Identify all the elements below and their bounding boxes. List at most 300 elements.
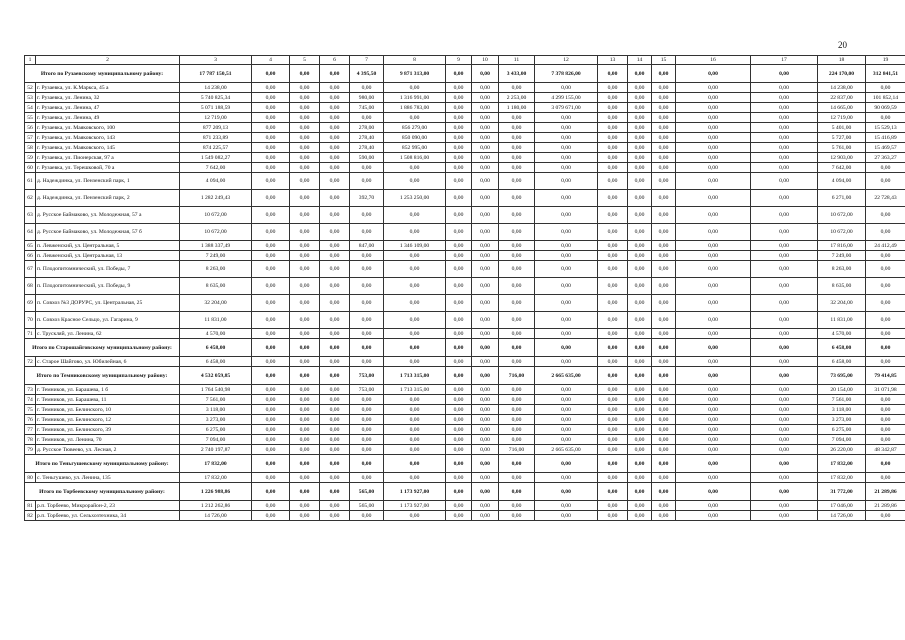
value-cell: 1 886 783,00 [384, 103, 446, 113]
value-cell: 0,00 [320, 113, 350, 123]
value-cell: 1 713 315,00 [384, 385, 446, 395]
value-cell: 0,00 [751, 295, 818, 312]
value-cell: 0,00 [384, 455, 446, 473]
value-cell: 0,00 [320, 367, 350, 385]
value-cell: 0,00 [499, 190, 535, 207]
value-cell: 0,00 [320, 65, 350, 83]
value-cell: 0,00 [676, 483, 751, 501]
value-cell: 0,00 [499, 261, 535, 278]
value-cell: 17 787 150,51 [180, 65, 252, 83]
address-cell: п. Плодопитомнический, ул. Победы, 7 [36, 261, 180, 278]
value-cell: 0,00 [652, 207, 676, 224]
value-cell: 0,00 [535, 278, 598, 295]
value-cell: 278,40 [350, 143, 384, 153]
value-cell: 0,00 [751, 123, 818, 133]
value-cell: 0,00 [446, 295, 472, 312]
value-cell: 0,00 [320, 207, 350, 224]
value-cell: 5 401,00 [818, 123, 866, 133]
value-cell: 0,00 [499, 425, 535, 435]
table-row [25, 473, 905, 483]
value-cell: 0,00 [598, 367, 628, 385]
row-number: 75 [25, 405, 36, 415]
value-cell: 0,00 [290, 278, 320, 295]
value-cell: 0,00 [252, 153, 290, 163]
value-cell: 0,00 [499, 329, 535, 339]
address-cell: г. Рузаевка, ул. Ленина, 32 [36, 93, 180, 103]
value-cell: 6 271,00 [818, 190, 866, 207]
value-cell: 0,00 [446, 65, 472, 83]
value-cell: 877 209,13 [180, 123, 252, 133]
value-cell: 0,00 [676, 511, 751, 521]
value-cell: 0,00 [446, 163, 472, 173]
value-cell: 0,00 [384, 113, 446, 123]
value-cell: 0,00 [628, 329, 652, 339]
table-row [25, 143, 905, 153]
address-cell: г. Рузаевка, ул. Ленина, 49 [36, 113, 180, 123]
value-cell: 2 740 197,87 [180, 445, 252, 455]
value-cell: 0,00 [290, 190, 320, 207]
column-header: 3 [180, 56, 252, 65]
value-cell: 0,00 [676, 173, 751, 190]
value-cell: 0,00 [472, 483, 499, 501]
value-cell: 0,00 [472, 501, 499, 511]
value-cell: 1 226 988,86 [180, 483, 252, 501]
value-cell: 0,00 [499, 83, 535, 93]
value-cell: 0,00 [320, 261, 350, 278]
value-cell: 0,00 [628, 207, 652, 224]
value-cell: 15 416,89 [866, 133, 905, 143]
row-number: 66 [25, 251, 36, 261]
value-cell: 0,00 [252, 83, 290, 93]
value-cell: 0,00 [535, 357, 598, 367]
value-cell: 0,00 [290, 261, 320, 278]
value-cell: 0,00 [499, 339, 535, 357]
value-cell: 5 761,00 [818, 143, 866, 153]
value-cell: 0,00 [290, 163, 320, 173]
table-row [25, 385, 905, 395]
value-cell: 0,00 [652, 329, 676, 339]
value-cell: 850 090,00 [384, 133, 446, 143]
value-cell: 0,00 [252, 357, 290, 367]
column-header: 16 [676, 56, 751, 65]
value-cell: 0,00 [751, 473, 818, 483]
value-cell: 0,00 [676, 295, 751, 312]
value-cell: 0,00 [472, 425, 499, 435]
column-header: 12 [535, 56, 598, 65]
value-cell: 0,00 [598, 511, 628, 521]
column-header: 11 [499, 56, 535, 65]
value-cell: 0,00 [446, 339, 472, 357]
value-cell: 0,00 [652, 173, 676, 190]
value-cell: 0,00 [446, 143, 472, 153]
value-cell: 0,00 [535, 207, 598, 224]
column-header: 5 [290, 56, 320, 65]
value-cell: 0,00 [320, 511, 350, 521]
value-cell: 0,00 [751, 153, 818, 163]
value-cell: 0,00 [446, 251, 472, 261]
value-cell: 852 995,00 [384, 143, 446, 153]
value-cell: 0,00 [350, 405, 384, 415]
value-cell: 0,00 [866, 295, 905, 312]
value-cell: 0,00 [598, 261, 628, 278]
value-cell: 0,00 [535, 435, 598, 445]
value-cell: 0,00 [628, 367, 652, 385]
row-number: 67 [25, 261, 36, 278]
value-cell: 4 094,00 [180, 173, 252, 190]
value-cell: 0,00 [350, 339, 384, 357]
value-cell: 0,00 [751, 483, 818, 501]
value-cell: 0,00 [535, 405, 598, 415]
value-cell: 0,00 [535, 83, 598, 93]
value-cell: 5 740 825,34 [180, 93, 252, 103]
value-cell: 0,00 [628, 153, 652, 163]
value-cell: 0,00 [290, 395, 320, 405]
value-cell: 0,00 [350, 224, 384, 241]
value-cell: 0,00 [446, 395, 472, 405]
value-cell: 5 071 188,59 [180, 103, 252, 113]
value-cell: 0,00 [628, 224, 652, 241]
value-cell: 2 665 635,00 [535, 367, 598, 385]
value-cell: 0,00 [652, 455, 676, 473]
value-cell: 0,00 [472, 190, 499, 207]
value-cell: 0,00 [499, 251, 535, 261]
value-cell: 0,00 [472, 113, 499, 123]
value-cell: 0,00 [598, 103, 628, 113]
value-cell: 0,00 [252, 261, 290, 278]
table-row [25, 113, 905, 123]
value-cell: 0,00 [866, 511, 905, 521]
value-cell: 0,00 [252, 425, 290, 435]
value-cell: 392,70 [350, 190, 384, 207]
value-cell: 0,00 [290, 123, 320, 133]
value-cell: 0,00 [751, 357, 818, 367]
value-cell: 0,00 [252, 278, 290, 295]
table-row [25, 415, 905, 425]
value-cell: 0,00 [652, 405, 676, 415]
value-cell: 0,00 [652, 415, 676, 425]
value-cell: 0,00 [384, 511, 446, 521]
value-cell: 0,00 [472, 405, 499, 415]
value-cell: 0,00 [290, 473, 320, 483]
value-cell: 565,00 [350, 501, 384, 511]
value-cell: 0,00 [446, 435, 472, 445]
value-cell: 0,00 [252, 224, 290, 241]
value-cell: 0,00 [535, 483, 598, 501]
value-cell: 0,00 [320, 93, 350, 103]
value-cell: 753,00 [350, 385, 384, 395]
value-cell: 0,00 [350, 415, 384, 425]
value-cell: 11 831,00 [180, 312, 252, 329]
value-cell: 0,00 [499, 123, 535, 133]
value-cell: 0,00 [535, 190, 598, 207]
table-row [25, 163, 905, 173]
value-cell: 0,00 [290, 133, 320, 143]
value-cell: 0,00 [676, 367, 751, 385]
row-number: 68 [25, 278, 36, 295]
value-cell: 3 273,00 [818, 415, 866, 425]
address-cell: п. Совхоз Красное Сельцо, ул. Гагарина, 9 [36, 312, 180, 329]
value-cell: 0,00 [499, 385, 535, 395]
value-cell: 0,00 [472, 415, 499, 425]
district-total-row [25, 367, 905, 385]
value-cell: 14 238,00 [818, 83, 866, 93]
value-cell: 0,00 [628, 93, 652, 103]
column-header: 17 [751, 56, 818, 65]
value-cell: 0,00 [446, 312, 472, 329]
value-cell: 1 713 315,00 [384, 367, 446, 385]
value-cell: 0,00 [652, 241, 676, 251]
value-cell: 0,00 [628, 241, 652, 251]
value-cell: 0,00 [472, 103, 499, 113]
value-cell: 0,00 [628, 65, 652, 83]
value-cell: 73 695,00 [818, 367, 866, 385]
value-cell: 0,00 [751, 93, 818, 103]
value-cell: 0,00 [350, 329, 384, 339]
value-cell: 0,00 [676, 224, 751, 241]
value-cell: 0,00 [499, 113, 535, 123]
value-cell: 0,00 [652, 261, 676, 278]
value-cell: 0,00 [446, 501, 472, 511]
value-cell: 0,00 [290, 224, 320, 241]
value-cell: 0,00 [676, 445, 751, 455]
value-cell: 0,00 [472, 143, 499, 153]
row-number: 58 [25, 143, 36, 153]
value-cell: 20 154,00 [818, 385, 866, 395]
table-row [25, 405, 905, 415]
address-cell: п. Совхоз №3 ДОРУРС, ул. Центральная, 25 [36, 295, 180, 312]
value-cell: 0,00 [472, 278, 499, 295]
value-cell: 15 529,13 [866, 123, 905, 133]
value-cell: 0,00 [499, 483, 535, 501]
value-cell: 0,00 [598, 455, 628, 473]
value-cell: 0,00 [751, 445, 818, 455]
value-cell: 6 458,00 [818, 339, 866, 357]
value-cell: 0,00 [472, 395, 499, 405]
value-cell: 0,00 [866, 278, 905, 295]
district-total-row [25, 65, 905, 83]
value-cell: 0,00 [446, 455, 472, 473]
value-cell: 0,00 [598, 445, 628, 455]
value-cell: 0,00 [751, 455, 818, 473]
row-number: 59 [25, 153, 36, 163]
value-cell: 312 841,51 [866, 65, 905, 83]
value-cell: 0,00 [384, 173, 446, 190]
value-cell: 0,00 [290, 339, 320, 357]
value-cell: 0,00 [472, 251, 499, 261]
value-cell: 0,00 [472, 339, 499, 357]
value-cell: 0,00 [320, 133, 350, 143]
value-cell: 0,00 [446, 357, 472, 367]
value-cell: 0,00 [652, 224, 676, 241]
value-cell: 8 263,00 [818, 261, 866, 278]
value-cell: 0,00 [350, 455, 384, 473]
value-cell: 0,00 [652, 83, 676, 93]
value-cell: 0,00 [290, 511, 320, 521]
value-cell: 11 831,00 [818, 312, 866, 329]
value-cell: 0,00 [290, 83, 320, 93]
value-cell: 0,00 [751, 83, 818, 93]
table-row [25, 133, 905, 143]
address-cell: г. Рузаевка, ул. Пионерская, 97 а [36, 153, 180, 163]
table-row [25, 501, 905, 511]
value-cell: 0,00 [676, 339, 751, 357]
value-cell: 0,00 [252, 103, 290, 113]
value-cell: 4 299 155,00 [535, 93, 598, 103]
value-cell: 0,00 [384, 425, 446, 435]
value-cell: 0,00 [535, 511, 598, 521]
value-cell: 565,00 [350, 483, 384, 501]
value-cell: 24 412,49 [866, 241, 905, 251]
value-cell: 0,00 [628, 501, 652, 511]
value-cell: 0,00 [320, 241, 350, 251]
table-row [25, 83, 905, 93]
value-cell: 0,00 [252, 251, 290, 261]
value-cell: 0,00 [598, 207, 628, 224]
value-cell: 0,00 [535, 261, 598, 278]
value-cell: 0,00 [598, 224, 628, 241]
value-cell: 0,00 [598, 405, 628, 415]
value-cell: 0,00 [446, 329, 472, 339]
value-cell: 0,00 [652, 425, 676, 435]
value-cell: 90 069,59 [866, 103, 905, 113]
value-cell: 0,00 [628, 357, 652, 367]
value-cell: 0,00 [472, 473, 499, 483]
address-cell: г. Рузаевка, ул. К.Маркса, 45 а [36, 83, 180, 93]
value-cell: 0,00 [676, 113, 751, 123]
value-cell: 0,00 [751, 113, 818, 123]
value-cell: 0,00 [252, 312, 290, 329]
value-cell: 0,00 [652, 445, 676, 455]
value-cell: 0,00 [598, 395, 628, 405]
value-cell: 0,00 [676, 83, 751, 93]
value-cell: 0,00 [535, 133, 598, 143]
value-cell: 0,00 [676, 473, 751, 483]
value-cell: 0,00 [252, 295, 290, 312]
value-cell: 0,00 [652, 153, 676, 163]
value-cell: 0,00 [598, 415, 628, 425]
value-cell: 0,00 [535, 425, 598, 435]
value-cell: 0,00 [350, 173, 384, 190]
row-number: 79 [25, 445, 36, 455]
value-cell: 0,00 [535, 385, 598, 395]
value-cell: 0,00 [751, 415, 818, 425]
value-cell: 22 837,00 [818, 93, 866, 103]
value-cell: 0,00 [320, 295, 350, 312]
value-cell: 0,00 [350, 357, 384, 367]
row-number: 78 [25, 435, 36, 445]
row-number: 77 [25, 425, 36, 435]
value-cell: 0,00 [252, 455, 290, 473]
value-cell: 0,00 [751, 405, 818, 415]
table-row [25, 251, 905, 261]
value-cell: 224 170,00 [818, 65, 866, 83]
column-header: 1 [25, 56, 36, 65]
value-cell: 0,00 [628, 405, 652, 415]
value-cell: 0,00 [446, 190, 472, 207]
value-cell: 0,00 [446, 133, 472, 143]
value-cell: 0,00 [866, 251, 905, 261]
value-cell: 0,00 [628, 339, 652, 357]
table-row [25, 278, 905, 295]
value-cell: 0,00 [535, 143, 598, 153]
value-cell: 0,00 [535, 113, 598, 123]
value-cell: 0,00 [446, 123, 472, 133]
value-cell: 7 249,00 [180, 251, 252, 261]
value-cell: 0,00 [252, 473, 290, 483]
address-cell: г. Рузаевка, ул. Ленина, 47 [36, 103, 180, 113]
value-cell: 1 346 109,00 [384, 241, 446, 251]
column-header: 15 [652, 56, 676, 65]
value-cell: 0,00 [598, 339, 628, 357]
value-cell: 0,00 [751, 65, 818, 83]
value-cell: 0,00 [598, 65, 628, 83]
value-cell: 0,00 [676, 93, 751, 103]
value-cell: 716,00 [499, 367, 535, 385]
value-cell: 0,00 [472, 133, 499, 143]
district-total-row [25, 483, 905, 501]
value-cell: 1 180,00 [499, 103, 535, 113]
value-cell: 12 903,00 [818, 153, 866, 163]
value-cell: 0,00 [628, 261, 652, 278]
value-cell: 0,00 [446, 473, 472, 483]
value-cell: 0,00 [676, 261, 751, 278]
value-cell: 0,00 [598, 435, 628, 445]
value-cell: 0,00 [384, 163, 446, 173]
table-row [25, 93, 905, 103]
value-cell: 0,00 [384, 473, 446, 483]
value-cell: 0,00 [676, 385, 751, 395]
value-cell: 0,00 [751, 261, 818, 278]
value-cell: 0,00 [472, 163, 499, 173]
value-cell: 0,00 [472, 312, 499, 329]
value-cell: 0,00 [676, 501, 751, 511]
value-cell: 0,00 [866, 435, 905, 445]
value-cell: 0,00 [751, 278, 818, 295]
row-number: 52 [25, 83, 36, 93]
value-cell: 0,00 [320, 455, 350, 473]
value-cell: 0,00 [252, 339, 290, 357]
value-cell: 0,00 [676, 455, 751, 473]
table-row [25, 329, 905, 339]
value-cell: 0,00 [350, 163, 384, 173]
value-cell: 847,00 [350, 241, 384, 251]
value-cell: 0,00 [628, 190, 652, 207]
value-cell: 0,00 [290, 367, 320, 385]
value-cell: 21 289,86 [866, 483, 905, 501]
value-cell: 0,00 [499, 511, 535, 521]
value-cell: 0,00 [751, 207, 818, 224]
value-cell: 0,00 [472, 123, 499, 133]
value-cell: 26 220,00 [818, 445, 866, 455]
value-cell: 0,00 [290, 455, 320, 473]
table-row [25, 224, 905, 241]
value-cell: 0,00 [290, 425, 320, 435]
value-cell: 17 832,00 [180, 455, 252, 473]
value-cell: 0,00 [628, 425, 652, 435]
value-cell: 0,00 [290, 501, 320, 511]
value-cell: 0,00 [384, 405, 446, 415]
address-cell: р.п. Торбеево, Микрорайон-2, 23 [36, 501, 180, 511]
value-cell: 0,00 [290, 385, 320, 395]
value-cell: 12 719,00 [180, 113, 252, 123]
row-number: 62 [25, 190, 36, 207]
value-cell: 21 289,86 [866, 501, 905, 511]
address-cell: с. Теньгушево, ул. Ленина, 135 [36, 473, 180, 483]
value-cell: 0,00 [628, 143, 652, 153]
value-cell: 0,00 [751, 143, 818, 153]
value-cell: 0,00 [628, 295, 652, 312]
value-cell: 0,00 [866, 473, 905, 483]
